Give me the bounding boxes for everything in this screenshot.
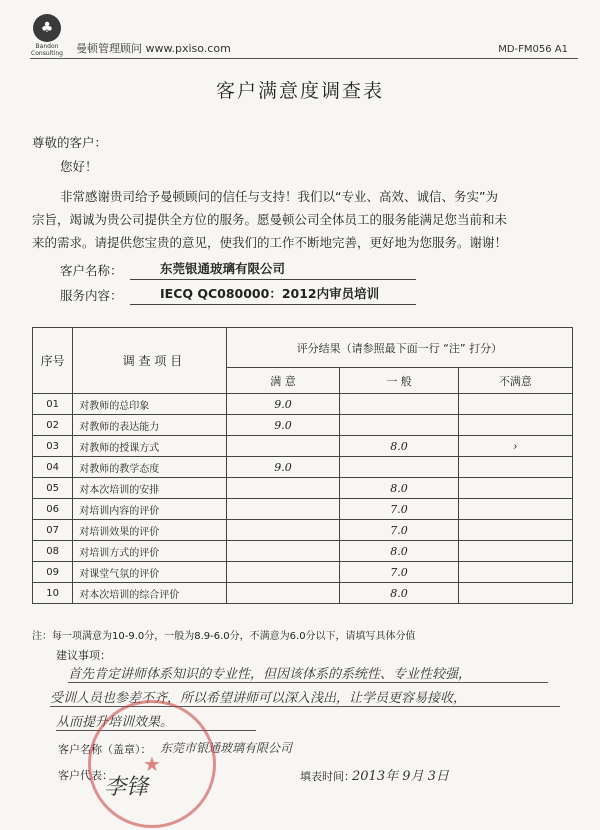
table-row (33, 499, 573, 520)
table-row (33, 394, 573, 415)
table-row (33, 583, 573, 604)
page-title: 客户满意度调查表 (215, 80, 384, 102)
row-num: 08 (33, 541, 73, 562)
score-dissatisfied (458, 478, 572, 499)
row-item: 对本次培训的综合评价 (73, 583, 226, 604)
col-item-header: 调 查 项 目 (73, 328, 226, 394)
score-general: 8.0 (340, 436, 458, 457)
row-item: 对本次培训的安排 (73, 478, 226, 499)
score-dissatisfied (458, 541, 572, 562)
client-name-value: 东莞银通玻璃有限公司 (160, 261, 286, 276)
table-row (33, 520, 573, 541)
col-result-header: 评分结果（请参照最下面一行 “注” 打分） (226, 328, 572, 368)
col-satisfied-header: 满 意 (226, 368, 340, 394)
row-num: 01 (33, 394, 73, 415)
score-satisfied (226, 436, 340, 457)
service-underline (130, 304, 416, 305)
client-rep-label: 客户代表： (58, 769, 113, 782)
score-satisfied: 9.0 (226, 457, 340, 478)
intro-line-3: 来的需求。请提供您宝贵的意见，使我们的工作不断地完善，更好地为您服务。谢谢！ (32, 235, 508, 250)
row-num: 02 (33, 415, 73, 436)
row-item: 对培训内容的评价 (73, 499, 226, 520)
date-value: 2013年 9月 3日 (352, 769, 449, 784)
score-satisfied: 9.0 (226, 394, 340, 415)
table-row (33, 541, 573, 562)
intro-line-1: 非常感谢贵司给予曼顿顾问的信任与支持！我们以“专业、高效、诚信、务实”为 (60, 189, 498, 204)
score-dissatisfied (458, 520, 572, 541)
table-row (33, 478, 573, 499)
client-name-stamp-label: 客户名称（盖章）： (58, 743, 152, 756)
logo-text: Bandon Consulting (31, 43, 63, 57)
signature: 李锋 (104, 775, 149, 800)
client-name-stamp-value: 东莞市银通玻璃有限公司 (160, 741, 293, 755)
table-row (33, 415, 573, 436)
score-satisfied (226, 562, 340, 583)
table-row (33, 436, 573, 457)
client-name-label: 客户名称： (60, 263, 123, 278)
row-num: 09 (33, 562, 73, 583)
form-code: MD-FM056 A1 (498, 44, 568, 55)
suggestions-label: 建议事项： (56, 649, 111, 662)
col-num-header: 序号 (33, 328, 73, 394)
scoring-note: 注：每一项满意为10-9.0分，一般为8.9-6.0分，不满意为6.0分以下，请填写具体分值 (32, 631, 416, 642)
score-general: 8.0 (340, 478, 458, 499)
row-num: 03 (33, 436, 73, 457)
score-satisfied (226, 583, 340, 604)
score-general (340, 415, 458, 436)
row-item: 对培训方式的评价 (73, 541, 226, 562)
score-dissatisfied (458, 583, 572, 604)
suggestion-line-2: 受训人员也参差不齐，所以希望讲师可以深入浅出，让学员更容易接收， (50, 687, 560, 707)
row-item: 对课堂气氛的评价 (73, 562, 226, 583)
score-satisfied: 9.0 (226, 415, 340, 436)
score-general: 7.0 (340, 562, 458, 583)
company-logo (26, 14, 68, 57)
row-item: 对培训效果的评价 (73, 520, 226, 541)
col-general-header: 一 般 (340, 368, 458, 394)
score-dissatisfied (458, 457, 572, 478)
suggestion-line-1: 首先肯定讲师体系知识的专业性，但因该体系的系统性、专业性较强， (68, 663, 548, 683)
client-name-underline (130, 279, 416, 280)
col-dissatisfied-header: 不满意 (458, 368, 572, 394)
service-label: 服务内容： (60, 288, 123, 303)
score-general: 7.0 (340, 520, 458, 541)
score-dissatisfied (458, 499, 572, 520)
score-satisfied (226, 541, 340, 562)
suggestion-line-3: 从而提升培训效果。 (56, 711, 256, 731)
survey-table (32, 327, 573, 604)
row-num: 05 (33, 478, 73, 499)
score-dissatisfied: › (458, 436, 572, 457)
score-general: 7.0 (340, 499, 458, 520)
service-value: IECQ QC080000：2012内审员培训 (160, 286, 380, 301)
row-num: 04 (33, 457, 73, 478)
date-label: 填表时间： (300, 770, 355, 783)
score-general (340, 394, 458, 415)
score-satisfied (226, 478, 340, 499)
row-item: 对教师的表达能力 (73, 415, 226, 436)
greeting: 您好！ (60, 159, 98, 174)
score-dissatisfied (458, 394, 572, 415)
row-num: 06 (33, 499, 73, 520)
row-num: 07 (33, 520, 73, 541)
score-satisfied (226, 520, 340, 541)
row-item: 对教师的授课方式 (73, 436, 226, 457)
table-row (33, 562, 573, 583)
score-general: 8.0 (340, 583, 458, 604)
row-num: 10 (33, 583, 73, 604)
row-item: 对教师的总印象 (73, 394, 226, 415)
score-dissatisfied (458, 415, 572, 436)
company-seal: ★ (88, 700, 216, 828)
intro-line-2: 宗旨，竭诚为贵公司提供全方位的服务。愿曼顿公司全体员工的服务能满足您当前和未 (32, 212, 508, 227)
score-dissatisfied (458, 562, 572, 583)
score-general (340, 457, 458, 478)
score-general: 8.0 (340, 541, 458, 562)
tree-logo-icon: ♣ (33, 14, 61, 42)
salutation: 尊敬的客户： (32, 135, 108, 150)
table-row (33, 457, 573, 478)
row-item: 对教师的教学态度 (73, 457, 226, 478)
score-satisfied (226, 499, 340, 520)
company-line: 曼顿管理顾问 www.pxiso.com (76, 42, 231, 55)
header-divider (30, 58, 578, 59)
